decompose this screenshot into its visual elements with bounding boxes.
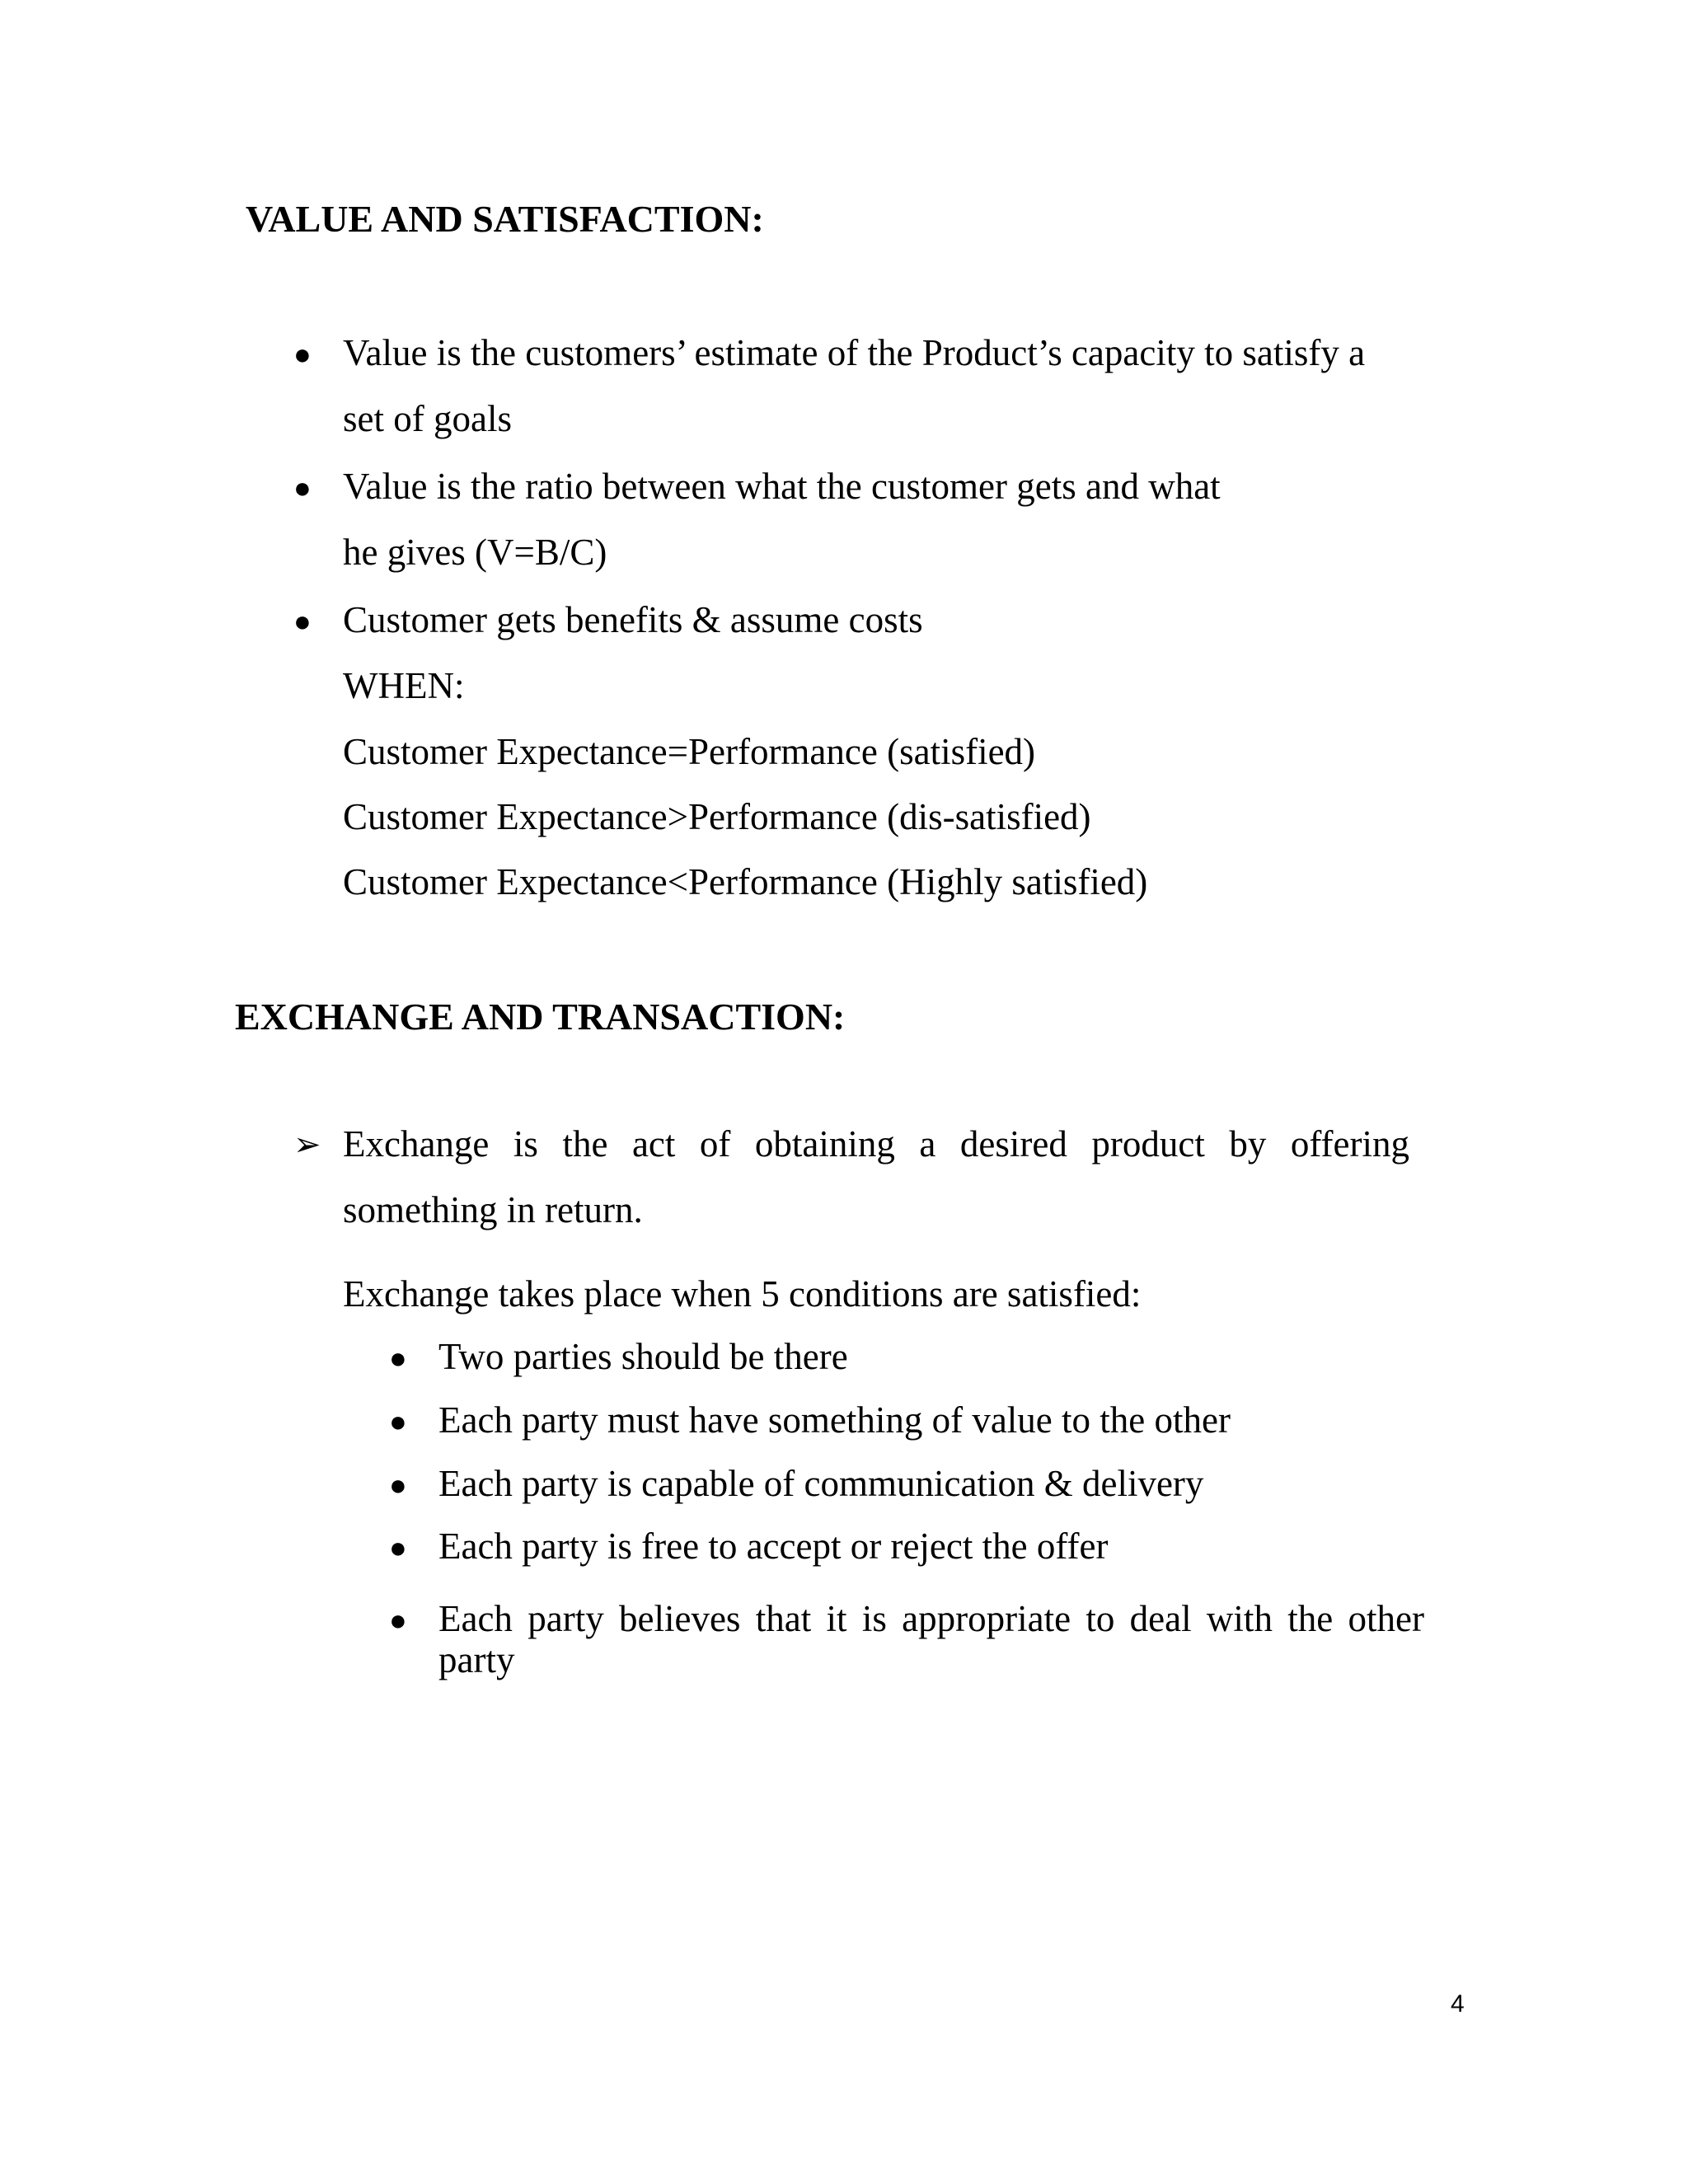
section-heading-value-satisfaction: VALUE AND SATISFACTION: (246, 198, 764, 240)
list-item-line: Value is the customers’ estimate of the Product’s capacity to satisfy a (343, 332, 1366, 373)
section-heading-exchange-transaction: EXCHANGE AND TRANSACTION: (235, 996, 846, 1038)
list-item-line: Customer gets benefits & assume costs (343, 599, 923, 640)
bullet-icon: ● (389, 1604, 407, 1637)
arrow-bullet-icon: ➢ (293, 1126, 321, 1164)
list-item-line: he gives (V=B/C) (343, 532, 607, 573)
bullet-icon: ● (293, 338, 312, 371)
list-item-line: Customer Expectance=Performance (satisfied) (343, 731, 1036, 772)
bullet-icon: ● (293, 471, 312, 504)
list-item-line: Each party is free to accept or reject the offer (438, 1526, 1109, 1567)
bullet-icon: ● (293, 605, 312, 638)
page-number: 4 (1451, 1990, 1465, 2018)
bullet-icon: ● (389, 1469, 407, 1502)
arrow-item-line: Exchange is the act of obtaining a desired product by offering (343, 1123, 1409, 1165)
bullet-icon: ● (389, 1531, 407, 1564)
bullet-icon: ● (389, 1342, 407, 1375)
list-item-line: Two parties should be there (438, 1336, 848, 1377)
list-item-line: Customer Expectance>Performance (dis-satisfied) (343, 796, 1091, 837)
list-item-line: WHEN: (343, 665, 465, 706)
list-item-line: Customer Expectance<Performance (Highly satisfied) (343, 861, 1148, 902)
conditions-intro: Exchange takes place when 5 conditions are satisfied: (343, 1273, 1142, 1315)
list-item-line: party (438, 1639, 515, 1680)
list-item-line: Each party believes that it is appropriate to deal with the other (438, 1598, 1424, 1639)
arrow-item-line: something in return. (343, 1189, 643, 1230)
bullet-icon: ● (389, 1405, 407, 1438)
list-item-line: set of goals (343, 398, 512, 439)
list-item-line: Each party must have something of value to the other (438, 1399, 1231, 1441)
list-item-line: Value is the ratio between what the customer gets and what (343, 466, 1221, 507)
list-item-line: Each party is capable of communication & delivery (438, 1463, 1204, 1504)
